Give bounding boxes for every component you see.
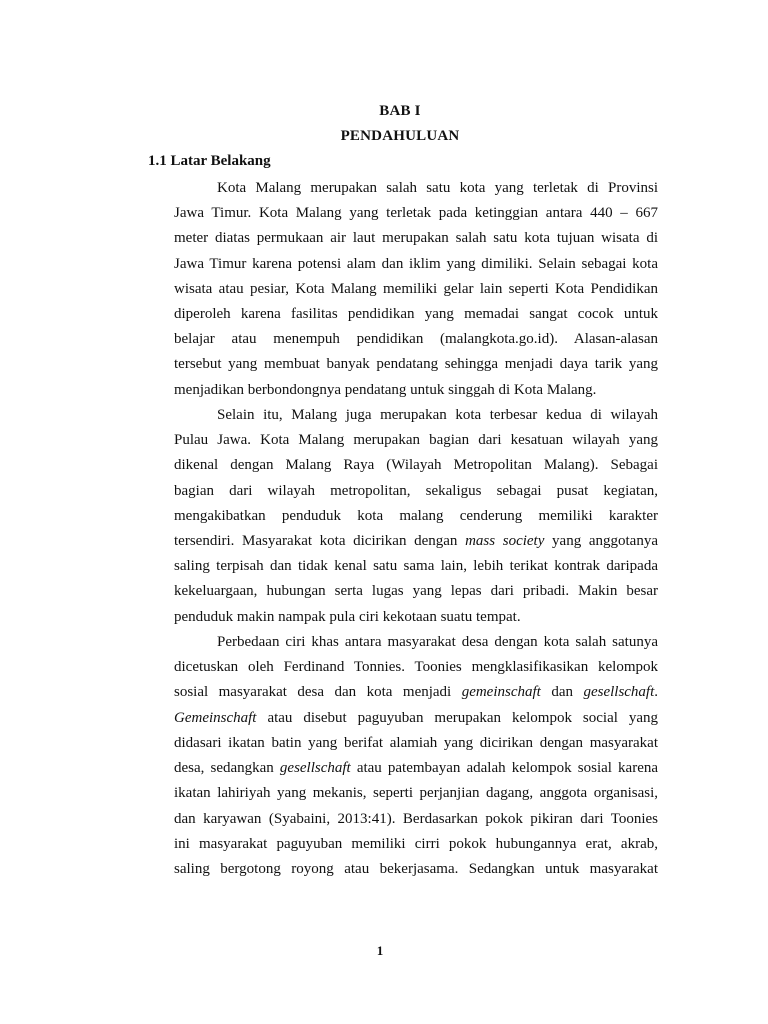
text-segment: yang anggotanya [552,533,658,549]
text-line: belajar atau menempuh pendidikan (malangkota.go.id). Alasan-alasan [174,331,658,347]
text-line [174,709,658,727]
text-line [174,683,658,701]
text-line [174,759,658,777]
text-line: Jawa Timur karena potensi alam dan iklim yang dimiliki. Selain sebagai kota [174,256,658,272]
page-number: 1 [376,943,384,958]
chapter-number: BAB I [379,103,421,119]
text-line: Kota Malang merupakan salah satu kota yang terletak di Provinsi [217,180,658,196]
text-line [174,532,658,550]
text-line: bagian dari wilayah metropolitan, sekaligus sebagai pusat kegiatan, [174,483,658,499]
italic-term: mass society [465,533,545,549]
text-segment: dan [551,684,573,700]
text-segment: sosial masyarakat desa dan kota menjadi [174,684,452,700]
text-segment: atau patembayan adalah kelompok sosial karena [356,760,659,776]
text-line: kekeluargaan, hubungan serta lugas yang lepas dari pribadi. Makin besar [174,583,658,599]
italic-term: gesellschaft [583,684,655,700]
text-line: dan karyawan (Syabaini, 2013:41). Berdasarkan pokok pikiran dari Toonies [174,811,658,827]
text-line: wisata atau pesiar, Kota Malang memiliki gelar lain seperti Kota Pendidikan [174,281,658,297]
text-line: tersebut yang membuat banyak pendatang sehingga menjadi daya tarik yang [174,356,658,372]
text-line: Perbedaan ciri khas antara masyarakat desa dengan kota salah satunya [217,634,658,650]
italic-term: gemeinschaft [461,684,541,700]
text-line: ikatan lahiriyah yang mekanis, seperti perjanjian dagang, anggota organisasi, [174,785,658,801]
text-line: saling bergotong royong atau bekerjasama. Sedangkan untuk masyarakat [174,861,658,877]
text-line: meter diatas permukaan air laut merupakan salah satu kota tujuan wisata di [174,230,658,246]
section-heading: 1.1 Latar Belakang [148,153,271,169]
text-line: dicetuskan oleh Ferdinand Tonnies. Toonies mengklasifikasikan kelompok [174,659,658,675]
text-segment: tersendiri. Masyarakat kota dicirikan dengan [174,533,458,549]
text-line: penduduk makin nampak pula ciri kekotaan suatu tempat. [174,609,521,625]
text-segment: desa, sedangkan [174,760,274,776]
text-segment: . [654,684,659,700]
text-line: saling terpisah dan tidak kenal satu sama lain, lebih terikat kontrak daripada [174,558,658,574]
text-line: didasari ikatan batin yang berifat alamiah yang dicirikan dengan masyarakat [174,735,658,751]
text-line: menjadikan berbondongnya pendatang untuk singgah di Kota Malang. [174,382,597,398]
text-line: Jawa Timur. Kota Malang yang terletak pada ketinggian antara 440 – 667 [174,205,658,221]
italic-term: gesellschaft [279,760,351,776]
text-line: dikenal dengan Malang Raya (Wilayah Metropolitan Malang). Sebagai [174,457,658,473]
text-segment: atau disebut paguyuban merupakan kelompok social yang [267,710,659,726]
text-line: Pulau Jawa. Kota Malang merupakan bagian dari kesatuan wilayah yang [174,432,658,448]
text-line: diperoleh karena fasilitas pendidikan yang memadai sangat cocok untuk [174,306,658,322]
italic-term: Gemeinschaft [174,710,257,726]
text-line: ini masyarakat paguyuban memiliki cirri pokok hubungannya erat, akrab, [174,836,658,852]
chapter-title: PENDAHULUAN [340,128,460,144]
text-line: mengakibatkan penduduk kota malang cenderung memiliki karakter [174,508,658,524]
text-line: Selain itu, Malang juga merupakan kota terbesar kedua di wilayah [217,407,658,423]
